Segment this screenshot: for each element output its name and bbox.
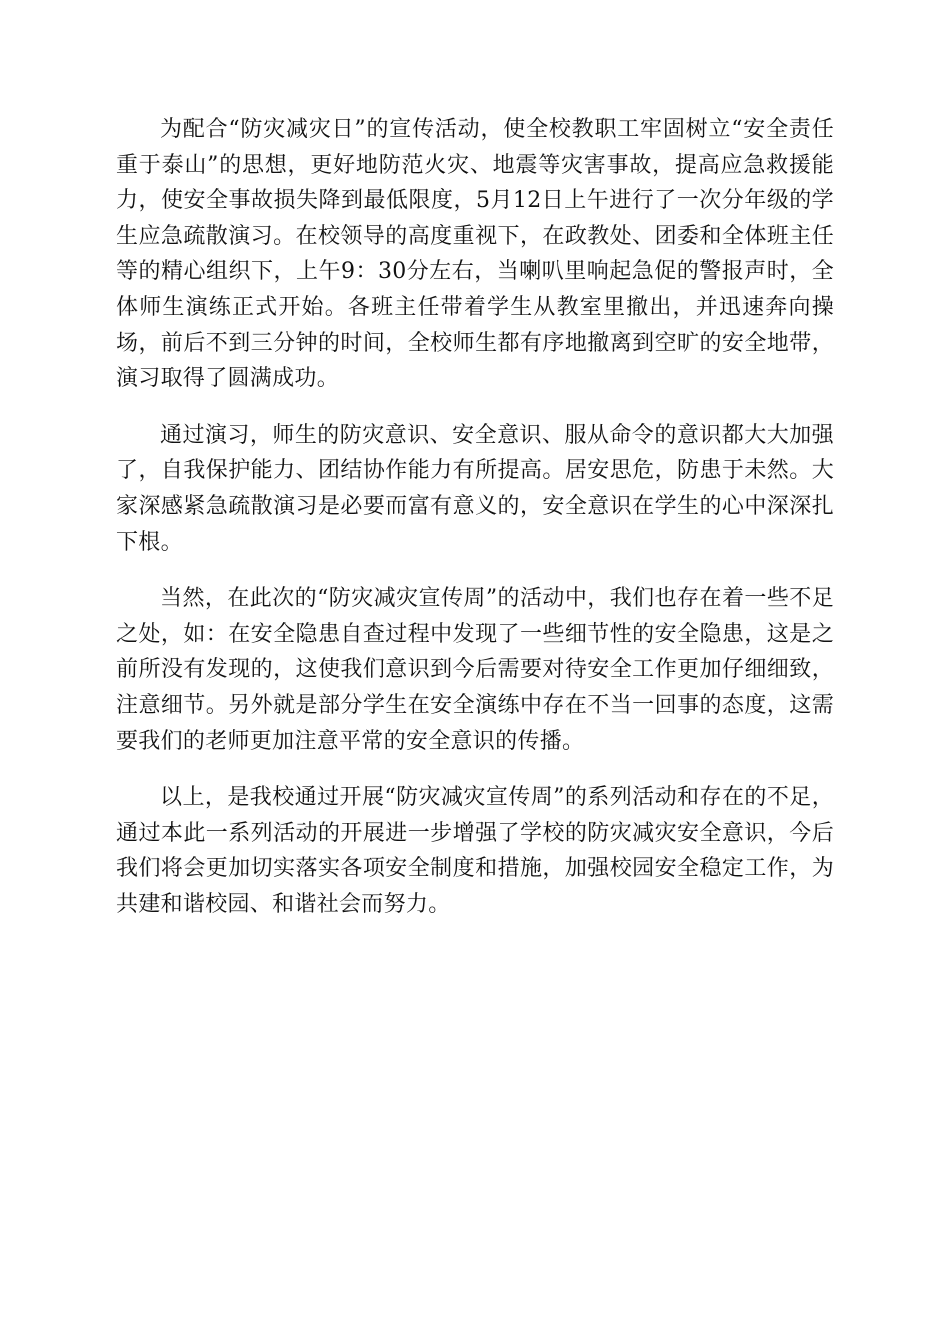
paragraph-drill-report: 为配合“防灾减灾日”的宣传活动，使全校教职工牢固树立“安全责任重于泰山”的思想，更好地防范火灾、地震等灾害事故，提高应急救援能力，使安全事故损失降到最低限度，5月12日上午进行了一次分年级的学生应急疏散演习。在校领导的高度重视下，在政教处、团委和全体班主任等的精心组织下，上午9：30分左右，当喇叭里响起急促的警报声时，全体师生演练正式开始。各班主任带着学生从教室里撤出，并迅速奔向操场，前后不到三分钟的时间，全校师生都有序地撤离到空旷的安全地带，演习取得了圆满成功。 <box>116 117 834 392</box>
paragraph-conclusion: 以上，是我校通过开展“防灾减灾宣传周”的系列活动和存在的不足，通过本此一系列活动的开展进一步增强了学校的防灾减灾安全意识，今后我们将会更加切实落实各项安全制度和措施，加强校园安全稳定工作，为共建和谐校园、和谐社会而努力。 <box>116 785 834 917</box>
paragraph-drill-outcome: 通过演习，师生的防灾意识、安全意识、服从命令的意识都大大加强了，自我保护能力、团结协作能力有所提高。居安思危，防患于未然。大家深感紧急疏散演习是必要而富有意义的，安全意识在学生的心中深深扎下根。 <box>116 422 834 555</box>
document-body <box>116 112 834 943</box>
paragraph-shortcomings: 当然，在此次的“防灾减灾宣传周”的活动中，我们也存在着一些不足之处，如：在安全隐患自查过程中发现了一些细节性的安全隐患，这是之前所没有发现的，这使我们意识到今后需要对待安全工作更加仔细细致，注意细节。另外就是部分学生在安全演练中存在不当一回事的态度，这需要我们的老师更加注意平常的安全意识的传播。 <box>116 586 834 754</box>
